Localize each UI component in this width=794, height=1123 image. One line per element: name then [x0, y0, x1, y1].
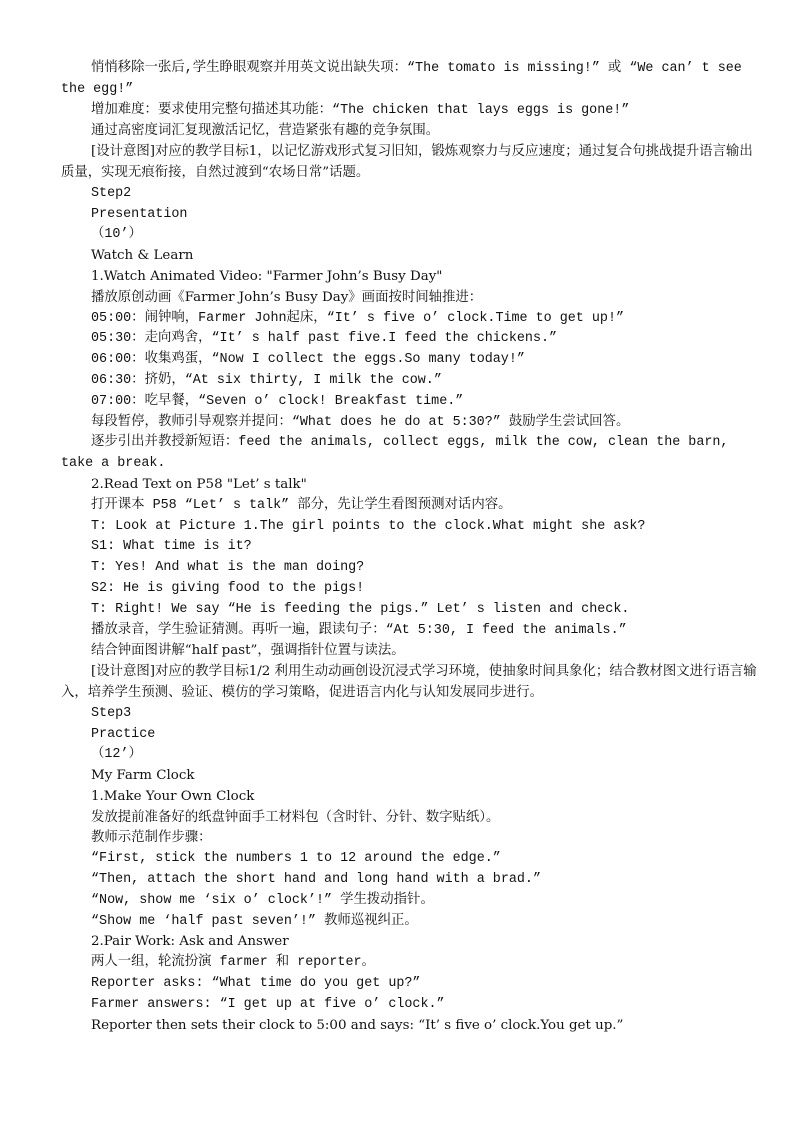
paragraph: [设计意图]对应的教学目标1，以记忆游戏形式复习旧知，锻炼观察力与反应速度；通过复合句挑战提升语言输出质量，实现无痕衔接，自然过渡到“农场日常”话题。 [61, 144, 753, 180]
step-duration: （10’） [91, 227, 142, 243]
instruction-line: “Now, show me ‘six o’ clock’!” 学生拨动指针。 [91, 892, 434, 908]
dialogue-line: T: Look at Picture 1.The girl points to the clock.What might she ask? [91, 518, 646, 534]
dialogue-line: Farmer answers: “I get up at five o’ clock.” [91, 996, 445, 1012]
dialogue-line: Reporter then sets their clock to 5:00 and says: “It’ s five o’ clock.You get up.” [91, 1017, 624, 1033]
dialogue-line: Reporter asks: “What time do you get up?” [91, 976, 421, 992]
timeline-item: 05:30：走向鸡舍，“It’ s half past five.I feed the chickens.” [91, 331, 558, 347]
paragraph: 逐步引出并教授新短语：feed the animals, collect eggs, milk the cow, clean the barn, take a break. [61, 435, 729, 472]
instruction-line: “First, stick the numbers 1 to 12 around the edge.” [91, 851, 501, 867]
timeline-item: 06:30：挤奶，“At six thirty, I milk the cow.” [91, 372, 442, 388]
paragraph: 发放提前准备好的纸盘钟面手工材料包（含时针、分针、数字贴纸）。 [91, 809, 500, 825]
timeline-item: 05:00：闹钟响，Farmer John起床，“It’ s five o’ clock.Time to get up!” [91, 310, 625, 326]
step-title: Practice [91, 726, 156, 742]
step-heading: Step2 [91, 185, 132, 201]
step-heading: Step3 [91, 705, 132, 721]
instruction-line: “Show me ‘half past seven’!” 教师巡视纠正。 [91, 913, 418, 929]
paragraph: 悄悄移除一张后,学生睁眼观察并用英文说出缺失项：“The tomato is missing!” 或 “We can’ t see the egg!” [61, 61, 742, 97]
step-title: Presentation [91, 206, 188, 222]
paragraph: 增加难度：要求使用完整句描述其功能：“The chicken that lays eggs is gone!” [91, 102, 630, 118]
subsection-title: 2.Read Text on P58 "Let’ s talk" [91, 476, 307, 492]
section-title: My Farm Clock [91, 768, 195, 784]
subsection-title: 1.Make Your Own Clock [91, 788, 255, 804]
subsection-title: 2.Pair Work: Ask and Answer [91, 934, 289, 950]
paragraph: 教师示范制作步骤： [91, 830, 212, 846]
paragraph: 打开课本 P58 “Let’ s talk” 部分，先让学生看图预测对话内容。 [91, 497, 512, 513]
paragraph: 播放录音，学生验证猜测。再听一遍，跟读句子：“At 5:30, I feed the animals.” [91, 622, 627, 638]
paragraph: 播放原创动画《Farmer John’s Busy Day》画面按时间轴推进： [91, 289, 483, 305]
paragraph: 结合钟面图讲解“half past”，强调指针位置与读法。 [91, 643, 405, 659]
dialogue-line: S1: What time is it? [91, 539, 252, 555]
paragraph: [设计意图]对应的教学目标1/2 利用生动动画创设沉浸式学习环境，使抽象时间具象化；结合教材图文进行语言输入，培养学生预测、验证、模仿的学习策略，促进语言内化与认知发展同步进行。 [61, 664, 757, 700]
timeline-item: 07:00：吃早餐，“Seven o’ clock! Breakfast time.” [91, 393, 464, 409]
paragraph: 每段暂停，教师引导观察并提问：“What does he do at 5:30?” 鼓励学生尝试回答。 [91, 414, 630, 430]
instruction-line: “Then, attach the short hand and long hand with a brad.” [91, 872, 541, 888]
paragraph: 两人一组，轮流扮演 farmer 和 reporter。 [91, 955, 375, 971]
paragraph: 通过高密度词汇复现激活记忆，营造紧张有趣的竞争氛围。 [91, 123, 440, 139]
step-duration: （12’） [91, 747, 142, 763]
subsection-title: 1.Watch Animated Video: "Farmer John’s Busy Day" [91, 268, 443, 284]
dialogue-line: T: Yes! And what is the man doing? [91, 560, 365, 576]
dialogue-line: S2: He is giving food to the pigs! [91, 580, 365, 596]
dialogue-line: T: Right! We say “He is feeding the pigs.” Let’ s listen and check. [91, 601, 630, 617]
timeline-item: 06:00：收集鸡蛋，“Now I collect the eggs.So many today!” [91, 352, 525, 368]
section-title: Watch & Learn [91, 248, 194, 264]
